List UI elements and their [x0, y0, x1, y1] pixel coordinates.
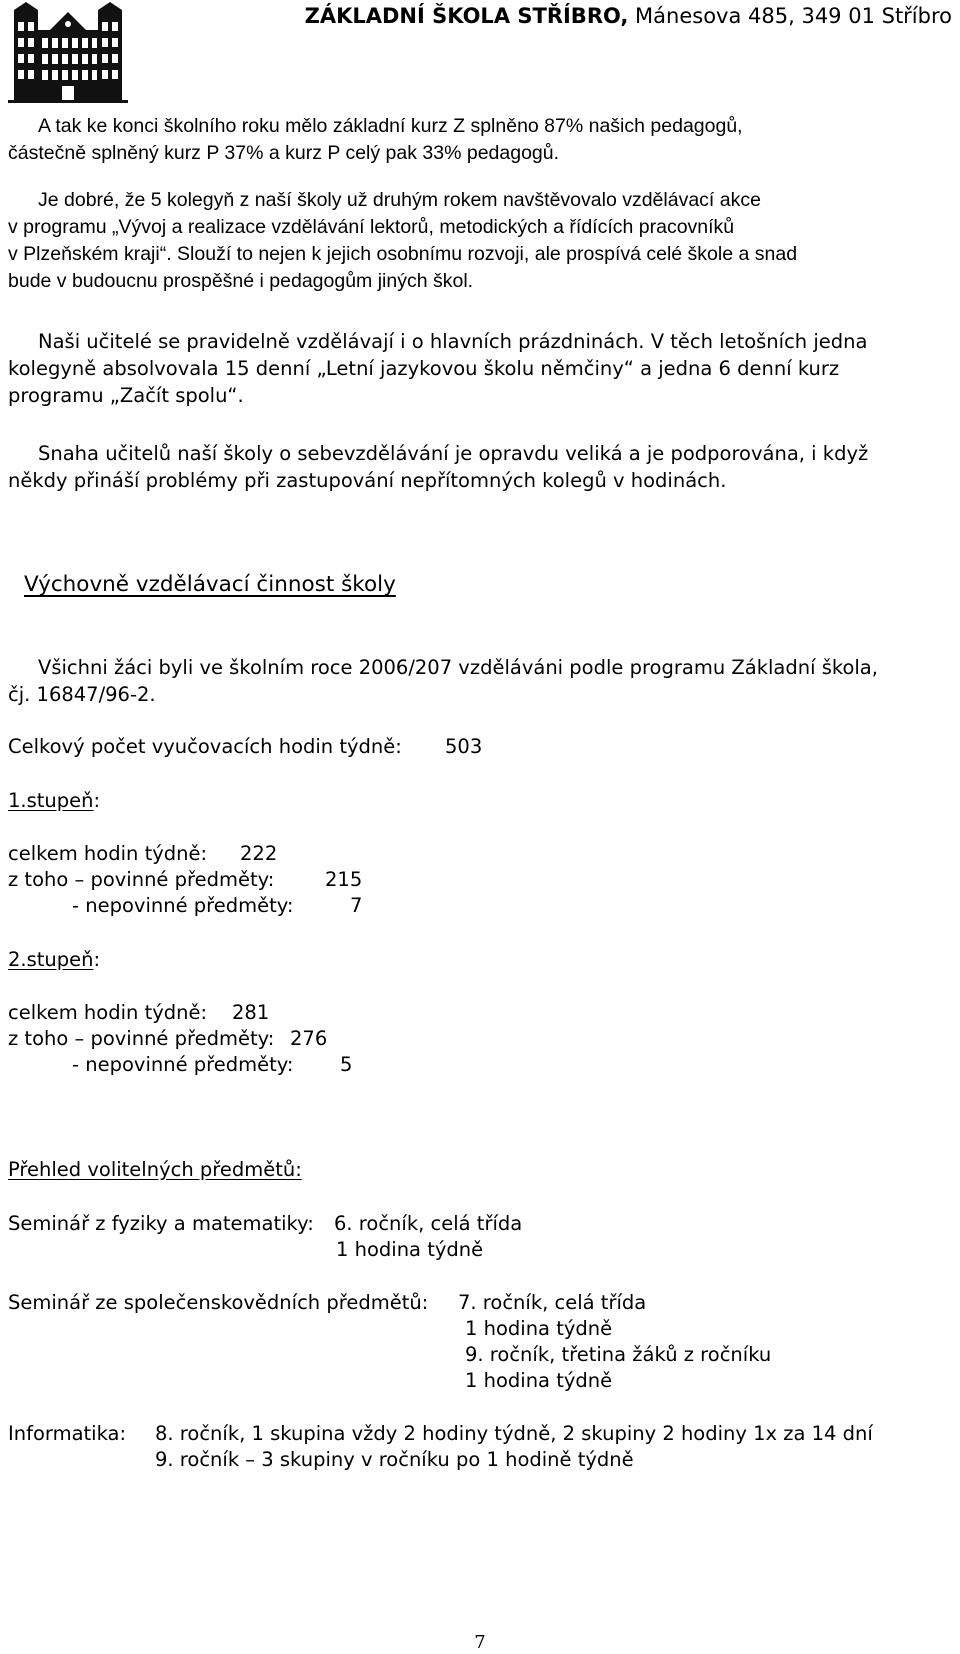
stage-2-optional-label: - nepovinné předměty: — [72, 1053, 294, 1076]
school-address: Mánesova 485, 349 01 Stříbro — [635, 4, 952, 28]
informatics-label: Informatika: — [8, 1422, 127, 1445]
page-number: 7 — [474, 1632, 486, 1653]
paragraph-4 — [8, 440, 868, 494]
seminar-social-line-2: 1 hodina týdně — [465, 1317, 613, 1340]
paragraph-2-line-2: v programu „Vývoj a realizace vzdělávání lektorů, metodických a řídících pracovníků — [8, 216, 735, 238]
paragraph-1-line-2: částečně splněný kurz P 37% a kurz P celý pak 33% pedagogů. — [8, 142, 560, 164]
electives-heading: Přehled volitelných předmětů: — [8, 1158, 302, 1181]
section-intro — [8, 654, 878, 708]
paragraph-2-line-3: v Plzeňském kraji“. Slouží to nejen k jejich osobnímu rozvoji, ale prospívá celé škole a snad — [8, 243, 798, 265]
stage-2-optional-value: 5 — [340, 1053, 353, 1076]
section-intro-line-1: Všichni žáci byli ve školním roce 2006/207 vzděláváni podle programu Základní škola, — [38, 656, 878, 679]
seminar-social-line-4: 1 hodina týdně — [465, 1369, 613, 1392]
paragraph-3-line-3: programu „Začít spolu“. — [8, 384, 244, 407]
seminar-physics-line-1: 6. ročník, celá třída — [334, 1212, 523, 1235]
seminar-physics-line-2: 1 hodina týdně — [336, 1238, 484, 1261]
section-intro-line-2: čj. 16847/96-2. — [8, 683, 156, 706]
school-header — [305, 4, 952, 28]
informatics-line-1: 8. ročník, 1 skupina vždy 2 hodiny týdně, 2 skupiny 2 hodiny 1x za 14 dní — [155, 1422, 873, 1445]
total-hours-label: Celkový počet vyučovacích hodin týdně: — [8, 735, 402, 758]
paragraph-2-line-4: bude v budoucnu prospěšné i pedagogům jiných škol. — [8, 270, 474, 292]
paragraph-2-line-1: Je dobré, že 5 kolegyň z naší školy už druhým rokem navštěvovalo vzdělávací akce — [38, 189, 761, 211]
paragraph-4-line-1: Snaha učitelů naší školy o sebevzdělávání je opravdu veliká a je podporována, i když — [38, 442, 869, 465]
stage-1-total-value: 222 — [240, 842, 278, 865]
stage-2-mandatory-value: 276 — [290, 1027, 328, 1050]
stage-1-mandatory-value: 215 — [325, 868, 363, 891]
paragraph-3-line-1: Naši učitelé se pravidelně vzdělávají i o hlavních prázdninách. V těch letošních jedna — [38, 330, 868, 353]
stage-1-title: 1.stupeň: — [8, 789, 101, 812]
stage-1-optional-value: 7 — [350, 894, 363, 917]
seminar-physics-label: Seminář z fyziky a matematiky: — [8, 1212, 314, 1235]
seminar-social-line-1: 7. ročník, celá třída — [458, 1291, 647, 1314]
stage-1-total-label: celkem hodin týdně: — [8, 842, 208, 865]
paragraph-3-line-2: kolegyně absolvovala 15 denní „Letní jazykovou školu němčiny“ a jedna 6 denní kurz — [8, 357, 840, 380]
paragraph-4-line-2: někdy přináší problémy při zastupování nepřítomných kolegů v hodinách. — [8, 469, 727, 492]
stage-1-optional-label: - nepovinné předměty: — [72, 894, 294, 917]
informatics-line-2: 9. ročník – 3 skupiny v ročníku po 1 hodině týdně — [155, 1448, 634, 1471]
stage-2-total-label: celkem hodin týdně: — [8, 1001, 208, 1024]
paragraph-1-line-1: A tak ke konci školního roku mělo základní kurz Z splněno 87% našich pedagogů, — [38, 115, 743, 137]
seminar-social-line-3: 9. ročník, třetina žáků z ročníku — [465, 1343, 772, 1366]
stage-2-title: 2.stupeň: — [8, 948, 101, 971]
school-name: ZÁKLADNÍ ŠKOLA STŘÍBRO, — [304, 4, 629, 28]
total-hours-value: 503 — [445, 735, 483, 758]
section-heading: Výchovně vzdělávací činnost školy — [24, 572, 396, 597]
school-building-logo — [8, 2, 128, 106]
paragraph-2 — [8, 187, 797, 295]
stage-2-total-value: 281 — [232, 1001, 270, 1024]
paragraph-1 — [8, 113, 743, 167]
stage-1-mandatory-label: z toho – povinné předměty: — [8, 868, 275, 891]
stage-2-mandatory-label: z toho – povinné předměty: — [8, 1027, 275, 1050]
seminar-social-label: Seminář ze společenskovědních předmětů: — [8, 1291, 429, 1314]
paragraph-3 — [8, 328, 867, 409]
